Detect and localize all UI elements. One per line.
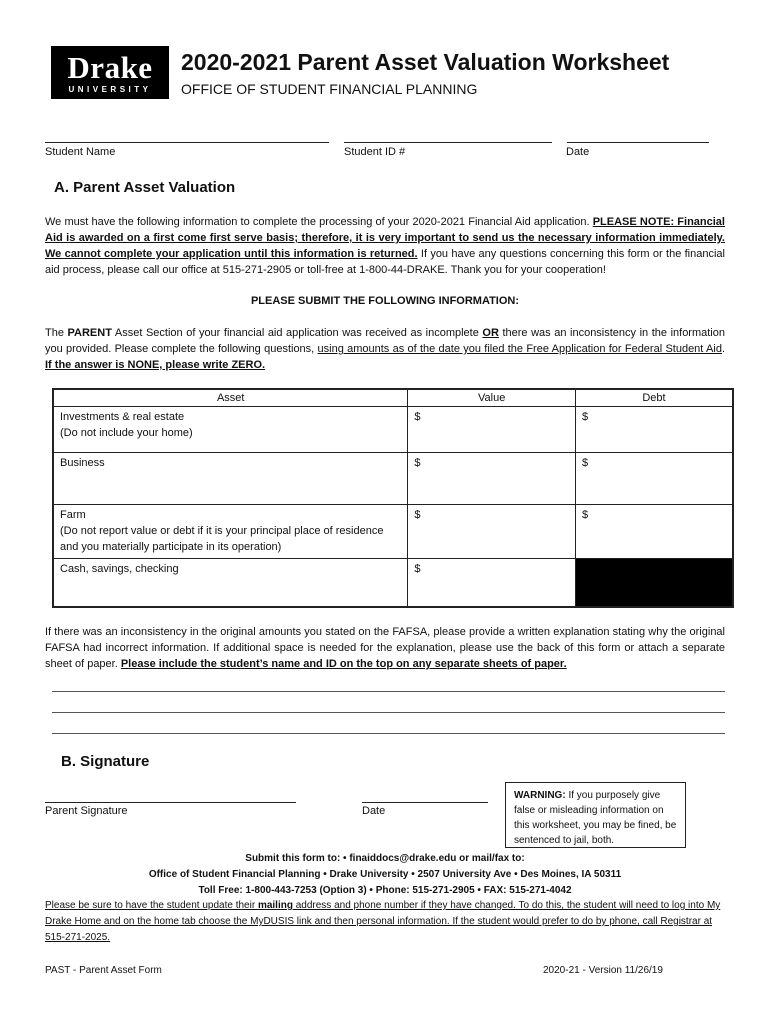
student-id-label: Student ID # — [344, 146, 406, 158]
contact-numbers: Toll Free: 1-800-443-7253 (Option 3) • Phone: 515-271-2905 • FAX: 515-271-4042 — [198, 885, 572, 896]
signature-date-label: Date — [362, 805, 386, 817]
drake-university-logo — [51, 46, 169, 99]
date-line[interactable] — [567, 142, 709, 143]
asset-column-header: Asset — [53, 389, 408, 407]
asset-cell: Business — [53, 453, 408, 505]
debt-input-cell[interactable]: $ — [575, 453, 733, 505]
table-row — [53, 453, 733, 505]
explanation-line-1[interactable] — [52, 691, 725, 692]
footer-form-name: PAST - Parent Asset Form — [45, 965, 162, 976]
explanation-paragraph: If there was an inconsistency in the original amounts you stated on the FAFSA, please provide a written explanation stating why the original FAFSA had incorrect information. If additional space is needed for the explanation, please use the back of this form or attach a separate sheet of paper. Please include the student’s name and ID on the top on any separate sheets of paper. — [45, 626, 725, 670]
parent-asset-paragraph: The PARENT Asset Section of your financial aid application was received as incomplete OR there was an inconsistency in the information you provided. Please complete the following questions, using amounts as of the date you filed the Free Application for Federal Student Aid. If the answer is NONE, please write ZERO. — [45, 327, 726, 371]
footer-version: 2020-21 - Version 11/26/19 — [543, 965, 663, 976]
debt-column-header: Debt — [575, 389, 733, 407]
value-input-cell[interactable]: $ — [408, 505, 576, 559]
asset-cell: Cash, savings, checking — [53, 559, 408, 607]
student-id-line[interactable] — [344, 142, 552, 143]
parent-signature-label: Parent Signature — [45, 805, 128, 817]
email-link[interactable]: finaiddocs@drake.edu — [349, 853, 457, 864]
value-input-cell[interactable]: $ — [408, 453, 576, 505]
office-subtitle: OFFICE OF STUDENT FINANCIAL PLANNING — [181, 81, 478, 97]
asset-cell: Farm (Do not report value or debt if it is your principal place of residence and you materially participate in its operation) — [53, 505, 408, 559]
explanation-line-2[interactable] — [52, 712, 725, 713]
asset-table-header — [53, 389, 733, 407]
submit-line: Submit this form to: • finaiddocs@drake.edu or mail/fax to: — [245, 853, 525, 864]
value-column-header: Value — [408, 389, 576, 407]
warning-box: WARNING: If you purposely give false or misleading information on this worksheet, you may be fined, be sentenced to jail, both. — [505, 782, 686, 848]
office-address: Office of Student Financial Planning • Drake University • 2507 University Ave • Des Moines, IA 50311 — [148, 869, 622, 880]
value-input-cell[interactable]: $ — [408, 407, 576, 453]
explanation-line-3[interactable] — [52, 733, 725, 734]
mailing-address-note: Please be sure to have the student update their mailing address and phone number if they have changed. To do this, the student will need to log into My Drake Home and on the home tab choose the MyDUSIS link and then personal information. If the student would prefer to do by phone, call Registrar at 515-271-2025. — [45, 900, 721, 943]
student-name-line[interactable] — [45, 142, 329, 143]
signature-date-line[interactable] — [362, 802, 488, 803]
date-label: Date — [566, 146, 590, 158]
intro-paragraph: We must have the following information to complete the processing of your 2020-2021 Financial Aid application. PLEASE NOTE: Financial Aid is awarded on a first come first serve basis; therefore, it is very important to send us the necessary information immediately. We cannot complete your application until this information is returned. If you have any questions concerning this form or the financial aid process, please call our office at 515-271-2905 or toll-free at 1-800-44-DRAKE. Thank you for your cooperation! — [45, 216, 725, 276]
table-row — [53, 407, 733, 453]
debt-input-cell[interactable]: $ — [575, 505, 733, 559]
student-name-label: Student Name — [45, 146, 116, 158]
value-input-cell[interactable]: $ — [408, 559, 576, 607]
submit-info-heading: PLEASE SUBMIT THE FOLLOWING INFORMATION: — [250, 295, 520, 307]
asset-cell: Investments & real estate (Do not include your home) — [53, 407, 408, 453]
section-b-heading: B. Signature — [61, 753, 150, 770]
page-title: 2020-2021 Parent Asset Valuation Worksheet — [181, 49, 670, 75]
table-row — [53, 559, 733, 607]
logo-wordmark: Drake — [67, 50, 153, 85]
debt-input-cell[interactable]: $ — [575, 407, 733, 453]
logo-subtext: UNIVERSITY — [68, 85, 152, 94]
parent-signature-line[interactable] — [45, 802, 296, 803]
section-a-heading: A. Parent Asset Valuation — [54, 179, 236, 196]
asset-table — [52, 388, 734, 608]
table-row — [53, 505, 733, 559]
blacked-out-debt-cell — [575, 559, 733, 607]
